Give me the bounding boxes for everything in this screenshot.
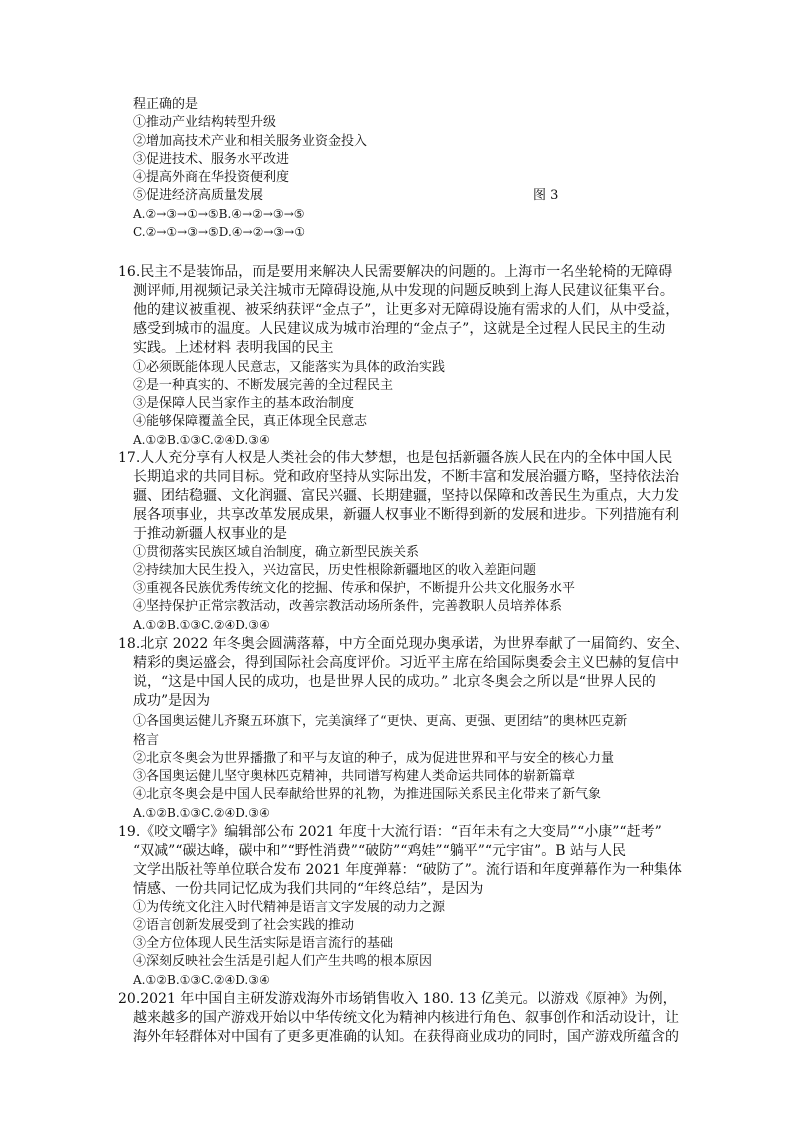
q18-item: ②北京冬奥会为世界播撒了和平与友谊的种子，成为促进世界和平与安全的核心力量 <box>133 751 615 766</box>
q16-item: ②是一种真实的、不断发展完善的全过程民主 <box>133 378 394 393</box>
q19-item: ③全方位体现人民生活实际是语言流行的基础 <box>133 936 394 951</box>
q16-item: ③是保障人民当家作主的基本政治制度 <box>133 396 355 411</box>
q15-item: ⑤促进经济高质量发展 <box>133 188 264 203</box>
q18-item: ④北京冬奥会是中国人民奉献给世界的礼物，为推进国际关系民主化带来了新气象 <box>133 787 602 802</box>
q15-item: ③促进技术、服务水平改进 <box>133 152 290 167</box>
q17-stem-line: 展各项事业，共享改革发展成果，新疆人权事业不断得到新的发展和进步。下列措施有利 <box>133 507 679 523</box>
q18-stem-line: 精彩的奥运盛会，得到国际社会高度评价。习近平主席在给国际奥委会主义巴赫的复信中 <box>133 655 679 671</box>
q18-item: ①各国奥运健儿齐聚五环旗下，完美演绎了“更快、更高、更强、更团结”的奥林匹克新 <box>133 714 628 729</box>
q16-options: A.①②B.①③C.②④D.③④ <box>133 433 270 447</box>
q19-stem-line: 19.《咬文嚼字》编辑部公布 2021 年度十大流行语：“百年未有之大变局”“小康”“赶考” <box>118 824 662 840</box>
q18-item: ③各国奥运健儿坚守奥林匹克精神，共同谱写构建人类命运共同体的崭新篇章 <box>133 769 576 784</box>
q18-stem-line: 说，“这是中国人民的成功，也是世界人民的成功。” 北京冬奥会之所以是“世界人民的 <box>133 674 656 690</box>
q19-stem-line: 情感、一份共同记忆成为我们共同的“年终总结”，是因为 <box>133 881 484 897</box>
q20-stem-line: 越来越多的国产游戏开始以中华传统文化为精神内核进行角色、叙事创作和活动设计，让 <box>133 1010 679 1026</box>
q17-stem-line: 17.人人充分享有人权是人类社会的伟大梦想，也是包括新疆各族人民在内的全体中国人民 <box>118 450 673 466</box>
q16-stem-line: 测评师,用视频记录关注城市无障碍设施,从中发现的问题反映到上海人民建议征集平台。 <box>133 283 674 299</box>
q18-item: 格言 <box>133 733 160 748</box>
q15-item: ①推动产业结构转型升级 <box>133 115 277 130</box>
q19-stem-line: “双减”“碳达峰，碳中和”“野性消费”“破防”“鸡娃”“躺平”“元宇宙”。B 站与人民 <box>133 843 626 859</box>
q15-options: A.②→③→①→⑤B.④→②→③→⑤ <box>133 207 305 221</box>
q17-item: ③重视各民族优秀传统文化的挖掘、传承和保护，不断提升公共文化服务水平 <box>133 581 576 596</box>
q19-item: ④深刻反映社会生活是引起人们产生共鸣的根本原因 <box>133 954 433 969</box>
q16-stem-line: 实践。上述材料 表明我国的民主 <box>133 340 334 356</box>
q15-options: C.②→①→③→⑤D.④→②→③→① <box>133 225 305 239</box>
q17-item: ①贯彻落实民族区域自治制度，确立新型民族关系 <box>133 545 420 560</box>
q16-stem-line: 感受到城市的温度。人民建议成为城市治理的“金点子”，这就是全过程人民民主的生动 <box>133 321 666 337</box>
figure-label: 图 3 <box>533 188 559 203</box>
q15-item: ④提高外商在华投资便利度 <box>133 170 290 185</box>
q17-stem-line: 于推动新疆人权事业的是 <box>133 526 287 542</box>
q17-item: ④坚持保护正常宗教活动，改善宗教活动场所条件，完善教职人员培养体系 <box>133 599 563 614</box>
q19-item: ②语言创新发展受到了社会实践的推动 <box>133 918 355 933</box>
q17-stem-line: 疆、团结稳疆、文化润疆、富民兴疆、长期建疆，坚持以保障和改善民生为重点，大力发 <box>133 488 679 504</box>
q20-stem-line: 海外年轻群体对中国有了更多更准确的认知。在获得商业成功的同时，国产游戏所蕴含的 <box>133 1029 679 1045</box>
q20-stem-line: 20.2021 年中国自主研发游戏海外市场销售收入 180. 13 亿美元。以游戏《原神》为例， <box>118 991 677 1007</box>
q15-item: ②增加高技术产业和相关服务业资金投入 <box>133 134 368 149</box>
q18-options: A.①②B.①③C.②④D.③④ <box>133 806 270 820</box>
q17-options: A.①②B.①③C.②④D.③④ <box>133 618 270 632</box>
q16-item: ①必须既能体现人民意志，又能落实为具体的政治实践 <box>133 360 446 375</box>
q19-options: A.①②B.①③C.②④D.③④ <box>133 973 270 987</box>
q19-stem-line: 文学出版社等单位联合发布 2021 年度弹幕：“破防了”。流行语和年度弹幕作为一种集体 <box>133 862 682 878</box>
q17-item: ②持续加大民生投入，兴边富民，历史性根除新疆地区的收入差距问题 <box>133 563 537 578</box>
q16-item: ④能够保障覆盖全民，真正体现全民意志 <box>133 414 368 429</box>
q18-stem-line: 18.北京 2022 年冬奥会圆满落幕，中方全面兑现办奥承诺，为世界奉献了一届简约、安全、 <box>118 636 689 652</box>
q19-item: ①为传统文化注入时代精神是语言文字发展的动力之源 <box>133 900 446 915</box>
q18-stem-line: 成功”是因为 <box>133 693 211 709</box>
q16-stem-line: 他的建议被重视、被采纳获评“金点子”，让更多对无障碍设施有需求的人们，从中受益， <box>133 302 680 318</box>
q16-stem-line: 16.民主不是装饰品，而是要用来解决人民需要解决的问题的。上海市一名坐轮椅的无障碍 <box>118 264 673 280</box>
q15-stem-end: 程正确的是 <box>133 97 199 112</box>
q17-stem-line: 长期追求的共同目标。党和政府坚持从实际出发，不断丰富和发展治疆方略，坚持依法治 <box>133 469 679 485</box>
